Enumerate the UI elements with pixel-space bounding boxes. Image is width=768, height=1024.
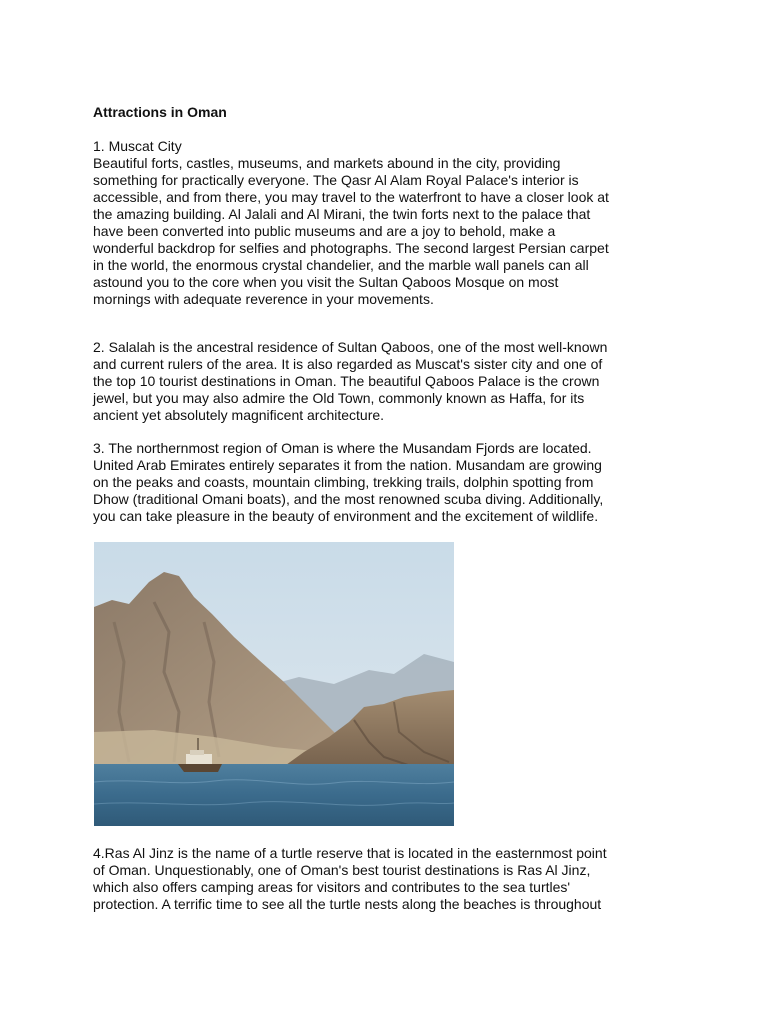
text-line: astound you to the core when you visit the Sultan Qaboos Mosque on most — [93, 274, 559, 290]
section-ras-al-jinz — [93, 845, 683, 913]
fjord-photo — [94, 542, 454, 826]
section-muscat-city — [93, 138, 683, 308]
text-line: United Arab Emirates entirely separates it from the nation. Musandam are growing — [93, 457, 602, 473]
section-musandam-fjords — [93, 440, 683, 525]
text-line: of Oman. Unquestionably, one of Oman's best tourist destinations is Ras Al Jinz, — [93, 862, 591, 878]
text-line: the top 10 tourist destinations in Oman. The beautiful Qaboos Palace is the crown — [93, 373, 600, 389]
text-line: on the peaks and coasts, mountain climbing, trekking trails, dolphin spotting from — [93, 474, 594, 490]
text-line: 4.Ras Al Jinz is the name of a turtle reserve that is located in the easternmost point — [93, 845, 607, 861]
text-line: wonderful backdrop for selfies and photographs. The second largest Persian carpet — [93, 240, 609, 256]
text-line: the amazing building. Al Jalali and Al Mirani, the twin forts next to the palace that — [93, 206, 591, 222]
text-line: protection. A terrific time to see all the turtle nests along the beaches is throughout — [93, 896, 602, 912]
text-line: 3. The northernmost region of Oman is where the Musandam Fjords are located. — [93, 440, 592, 456]
document-title: Attractions in Oman — [93, 104, 227, 120]
fjord-photo-illustration — [94, 542, 454, 826]
text-line: accessible, and from there, you may travel to the waterfront to have a closer look at — [93, 189, 609, 205]
text-line: something for practically everyone. The Qasr Al Alam Royal Palace's interior is — [93, 172, 579, 188]
text-line: jewel, but you may also admire the Old Town, commonly known as Haffa, for its — [93, 390, 585, 406]
text-line: in the world, the enormous crystal chandelier, and the marble wall panels can all — [93, 257, 589, 273]
text-line: you can take pleasure in the beauty of environment and the excitement of wildlife. — [93, 508, 599, 524]
text-line: ancient yet absolutely magnificent architecture. — [93, 407, 385, 423]
text-line: Dhow (traditional Omani boats), and the most renowned scuba diving. Additionally, — [93, 491, 604, 507]
text-line: which also offers camping areas for visitors and contributes to the sea turtles' — [93, 879, 571, 895]
text-line: 2. Salalah is the ancestral residence of Sultan Qaboos, one of the most well-known — [93, 339, 608, 355]
text-line: have been converted into public museums and are a joy to behold, make a — [93, 223, 556, 239]
text-line: and current rulers of the area. It is also regarded as Muscat's sister city and one of — [93, 356, 603, 372]
text-line: 1. Muscat City — [93, 138, 182, 154]
text-line: mornings with adequate reverence in your movements. — [93, 291, 434, 307]
section-salalah — [93, 339, 683, 424]
text-line: Beautiful forts, castles, museums, and markets abound in the city, providing — [93, 155, 561, 171]
